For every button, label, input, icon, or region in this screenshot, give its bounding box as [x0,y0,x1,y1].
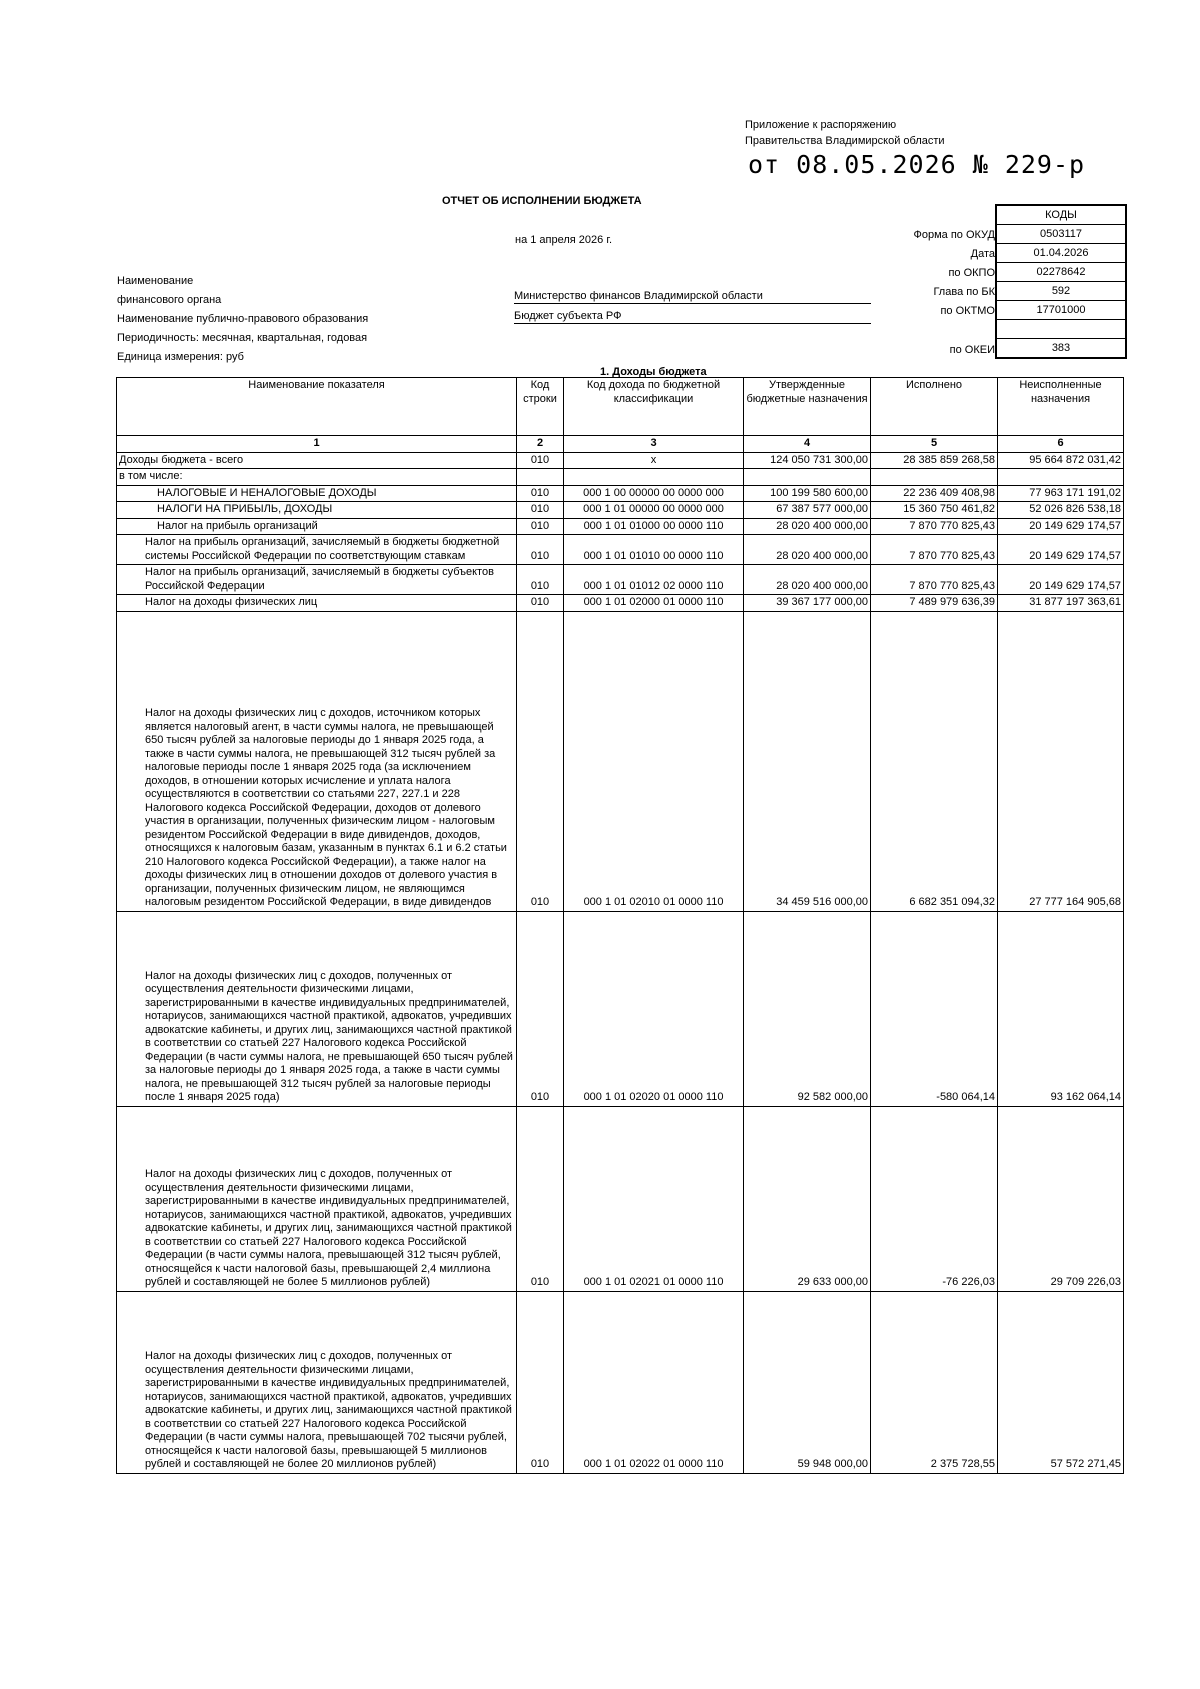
row-code [564,469,744,486]
row-left: 95 664 872 031,42 [998,452,1124,469]
row-code: 000 1 01 02022 01 0000 110 [564,1291,744,1473]
code-date: 01.04.2026 [997,243,1125,262]
entity-label: Наименование публично-правового образования [117,313,369,325]
row-done: 7 870 770 825,43 [871,518,998,535]
row-left: 20 149 629 174,57 [998,535,1124,565]
row-done: 2 375 728,55 [871,1291,998,1473]
table-row [117,1106,1124,1291]
table-row [117,611,1124,911]
codes-label-okpo: по ОКПО [948,267,995,279]
report-date: на 1 апреля 2026 г. [515,234,613,246]
row-name: Налог на доходы физических лиц с доходов, полученных от осуществления деятельности физическими лицами, зарегистрированными в качестве индивидуальных предпринимателей, нотариусов, занимающихся частной практикой, адвокатов, учредивших адвокатские кабинеты, и других лиц, занимающихся частной практикой в соответствии со статьей 227 Налогового кодекса Российской Федерации (в части суммы налога, превышающей 702 тысячи рублей, относящейся к части налоговой базы, превышающей 5 миллионов рублей и составляющей не более 20 миллионов рублей) [117,1291,517,1473]
row-done: 22 236 409 408,98 [871,485,998,502]
row-name: Налог на прибыль организаций [117,518,517,535]
row-left: 31 877 197 363,61 [998,595,1124,612]
row-code: 000 1 01 01000 00 0000 110 [564,518,744,535]
column-number-row [117,436,1124,453]
row-left: 20 149 629 174,57 [998,565,1124,595]
codes-box [995,204,1127,359]
name-value: Министерство финансов Владимирской области [514,290,871,304]
row-approved: 29 633 000,00 [744,1106,871,1291]
row-code: 000 1 01 02000 01 0000 110 [564,595,744,612]
row-left: 27 777 164 905,68 [998,611,1124,911]
row-approved [744,469,871,486]
row-done: -580 064,14 [871,911,998,1106]
col-num: 2 [517,436,564,453]
code-okei: 383 [997,338,1125,357]
row-code: x [564,452,744,469]
row-approved: 28 020 400 000,00 [744,518,871,535]
row-name: Доходы бюджета - всего [117,452,517,469]
row-approved: 92 582 000,00 [744,911,871,1106]
row-approved: 124 050 731 300,00 [744,452,871,469]
row-done: 28 385 859 268,58 [871,452,998,469]
row-line: 010 [517,911,564,1106]
section-title: 1. Доходы бюджета [600,366,707,378]
table-row [117,452,1124,469]
name-label-1: Наименование [117,275,194,287]
codes-label-bk: Глава по БК [933,286,995,298]
code-oktmo: 17701000 [997,300,1125,319]
row-code: 000 1 01 00000 00 0000 000 [564,502,744,519]
row-left: 93 162 064,14 [998,911,1124,1106]
row-line: 010 [517,535,564,565]
row-approved: 100 199 580 600,00 [744,485,871,502]
row-approved: 28 020 400 000,00 [744,535,871,565]
table-row [117,595,1124,612]
row-name: в том числе: [117,469,517,486]
th-name: Наименование показателя [117,378,517,436]
appendix-line-2: Правительства Владимирской области [745,135,945,147]
table-header-row [117,378,1124,436]
row-left: 77 963 171 191,02 [998,485,1124,502]
decree-stamp: от 08.05.2026 № 229-р [748,150,1086,179]
row-line: 010 [517,565,564,595]
col-num: 1 [117,436,517,453]
codes-label-okud: Форма по ОКУД [913,229,995,241]
col-num: 6 [998,436,1124,453]
row-done: 7 489 979 636,39 [871,595,998,612]
row-approved: 34 459 516 000,00 [744,611,871,911]
row-left: 29 709 226,03 [998,1106,1124,1291]
col-num: 5 [871,436,998,453]
row-name: Налог на доходы физических лиц с доходов, источником которых является налоговый агент, в части суммы налога, не превышающей 650 тысяч рублей за налоговые периоды до 1 января 2025 года, а также в части суммы налога, не превышающей 312 тысяч рублей за налоговые периоды после 1 января 2025 года (за исключением доходов, в отношении которых исчисление и уплата налога осуществляются в соответствии со статьями 227, 227.1 и 228 Налогового кодекса Российской Федерации, доходов от долевого участия в организации, полученных физическим лицом - налоговым резидентом Российской Федерации в виде дивидендов, доходов, относящихся к налоговым базам, указанным в пунктах 6.1 и 6.2 статьи 210 Налогового кодекса Российской Федерации), а также налог на доходы физических лиц в отношении доходов от долевого участия в организации, полученных физическим лицом, не являющимся налоговым резидентом Российской Федерации, в виде дивидендов [117,611,517,911]
table-row [117,469,1124,486]
row-code: 000 1 01 02020 01 0000 110 [564,911,744,1106]
col-num: 4 [744,436,871,453]
row-name: Налог на доходы физических лиц с доходов, полученных от осуществления деятельности физическими лицами, зарегистрированными в качестве индивидуальных предпринимателей, нотариусов, занимающихся частной практикой, адвокатов, учредивших адвокатские кабинеты, и других лиц, занимающихся частной практикой в соответствии со статьей 227 Налогового кодекса Российской Федерации (в части суммы налога, превышающей 312 тысяч рублей, относящейся к части налоговой базы, превышающей 2,4 миллиона рублей и составляющей не более 5 миллионов рублей) [117,1106,517,1291]
row-approved: 28 020 400 000,00 [744,565,871,595]
row-approved: 39 367 177 000,00 [744,595,871,612]
table-row [117,565,1124,595]
row-approved: 67 387 577 000,00 [744,502,871,519]
report-title: ОТЧЕТ ОБ ИСПОЛНЕНИИ БЮДЖЕТА [442,195,642,207]
row-name: НАЛОГИ НА ПРИБЫЛЬ, ДОХОДЫ [117,502,517,519]
table-row [117,518,1124,535]
row-name: Налог на доходы физических лиц [117,595,517,612]
row-left [998,469,1124,486]
row-line: 010 [517,1291,564,1473]
codes-label-okei: по ОКЕИ [949,344,995,356]
row-name: НАЛОГОВЫЕ И НЕНАЛОГОВЫЕ ДОХОДЫ [117,485,517,502]
row-line: 010 [517,485,564,502]
code-empty [997,319,1125,338]
row-done: 15 360 750 461,82 [871,502,998,519]
row-code: 000 1 01 01012 02 0000 110 [564,565,744,595]
unit-label: Единица измерения: руб [117,351,244,363]
row-line: 010 [517,518,564,535]
row-line: 010 [517,595,564,612]
income-table [116,377,1124,1474]
code-okpo: 02278642 [997,262,1125,281]
row-name: Налог на прибыль организаций, зачисляемый в бюджеты бюджетной системы Российской Федерации по соответствующим ставкам [117,535,517,565]
col-num: 3 [564,436,744,453]
row-name: Налог на доходы физических лиц с доходов, полученных от осуществления деятельности физическими лицами, зарегистрированными в качестве индивидуальных предпринимателей, нотариусов, занимающихся частной практикой, адвокатов, учредивших адвокатские кабинеты, и других лиц, занимающихся частной практикой в соответствии со статьей 227 Налогового кодекса Российской Федерации (в части суммы налога, не превышающей 650 тысяч рублей за налоговые периоды до 1 января 2025 года, а также в части суммы налога, не превышающей 312 тысяч рублей за налоговые периоды после 1 января 2025 года) [117,911,517,1106]
period-label: Периодичность: месячная, квартальная, годовая [117,332,368,344]
row-code: 000 1 01 01010 00 0000 110 [564,535,744,565]
row-approved: 59 948 000,00 [744,1291,871,1473]
table-row [117,911,1124,1106]
row-code: 000 1 01 02010 01 0000 110 [564,611,744,911]
appendix-line-1: Приложение к распоряжению [745,119,897,131]
row-code: 000 1 00 00000 00 0000 000 [564,485,744,502]
row-done: 6 682 351 094,32 [871,611,998,911]
codes-label-date: Дата [970,248,995,260]
row-line [517,469,564,486]
th-done: Исполнено [871,378,998,436]
table-row [117,502,1124,519]
row-done: 7 870 770 825,43 [871,565,998,595]
row-name: Налог на прибыль организаций, зачисляемый в бюджеты субъектов Российской Федерации [117,565,517,595]
code-bk: 592 [997,281,1125,300]
row-line: 010 [517,1106,564,1291]
row-left: 52 026 826 538,18 [998,502,1124,519]
row-code: 000 1 01 02021 01 0000 110 [564,1106,744,1291]
row-line: 010 [517,502,564,519]
row-left: 20 149 629 174,57 [998,518,1124,535]
table-row [117,1291,1124,1473]
row-left: 57 572 271,45 [998,1291,1124,1473]
table-row [117,535,1124,565]
th-line: Код строки [517,378,564,436]
th-approved: Утвержденные бюджетные назначения [744,378,871,436]
codes-header: КОДЫ [1045,209,1077,221]
row-done: -76 226,03 [871,1106,998,1291]
code-okud: 0503117 [997,224,1125,243]
th-left: Неисполненные назначения [998,378,1124,436]
entity-value: Бюджет субъекта РФ [514,310,871,324]
name-label-2: финансового органа [117,294,222,306]
table-row [117,485,1124,502]
row-line: 010 [517,611,564,911]
th-code: Код дохода по бюджетной классификации [564,378,744,436]
row-done [871,469,998,486]
row-done: 7 870 770 825,43 [871,535,998,565]
codes-label-oktmo: по ОКТМО [940,305,995,317]
row-line: 010 [517,452,564,469]
appendix-note [745,117,945,149]
